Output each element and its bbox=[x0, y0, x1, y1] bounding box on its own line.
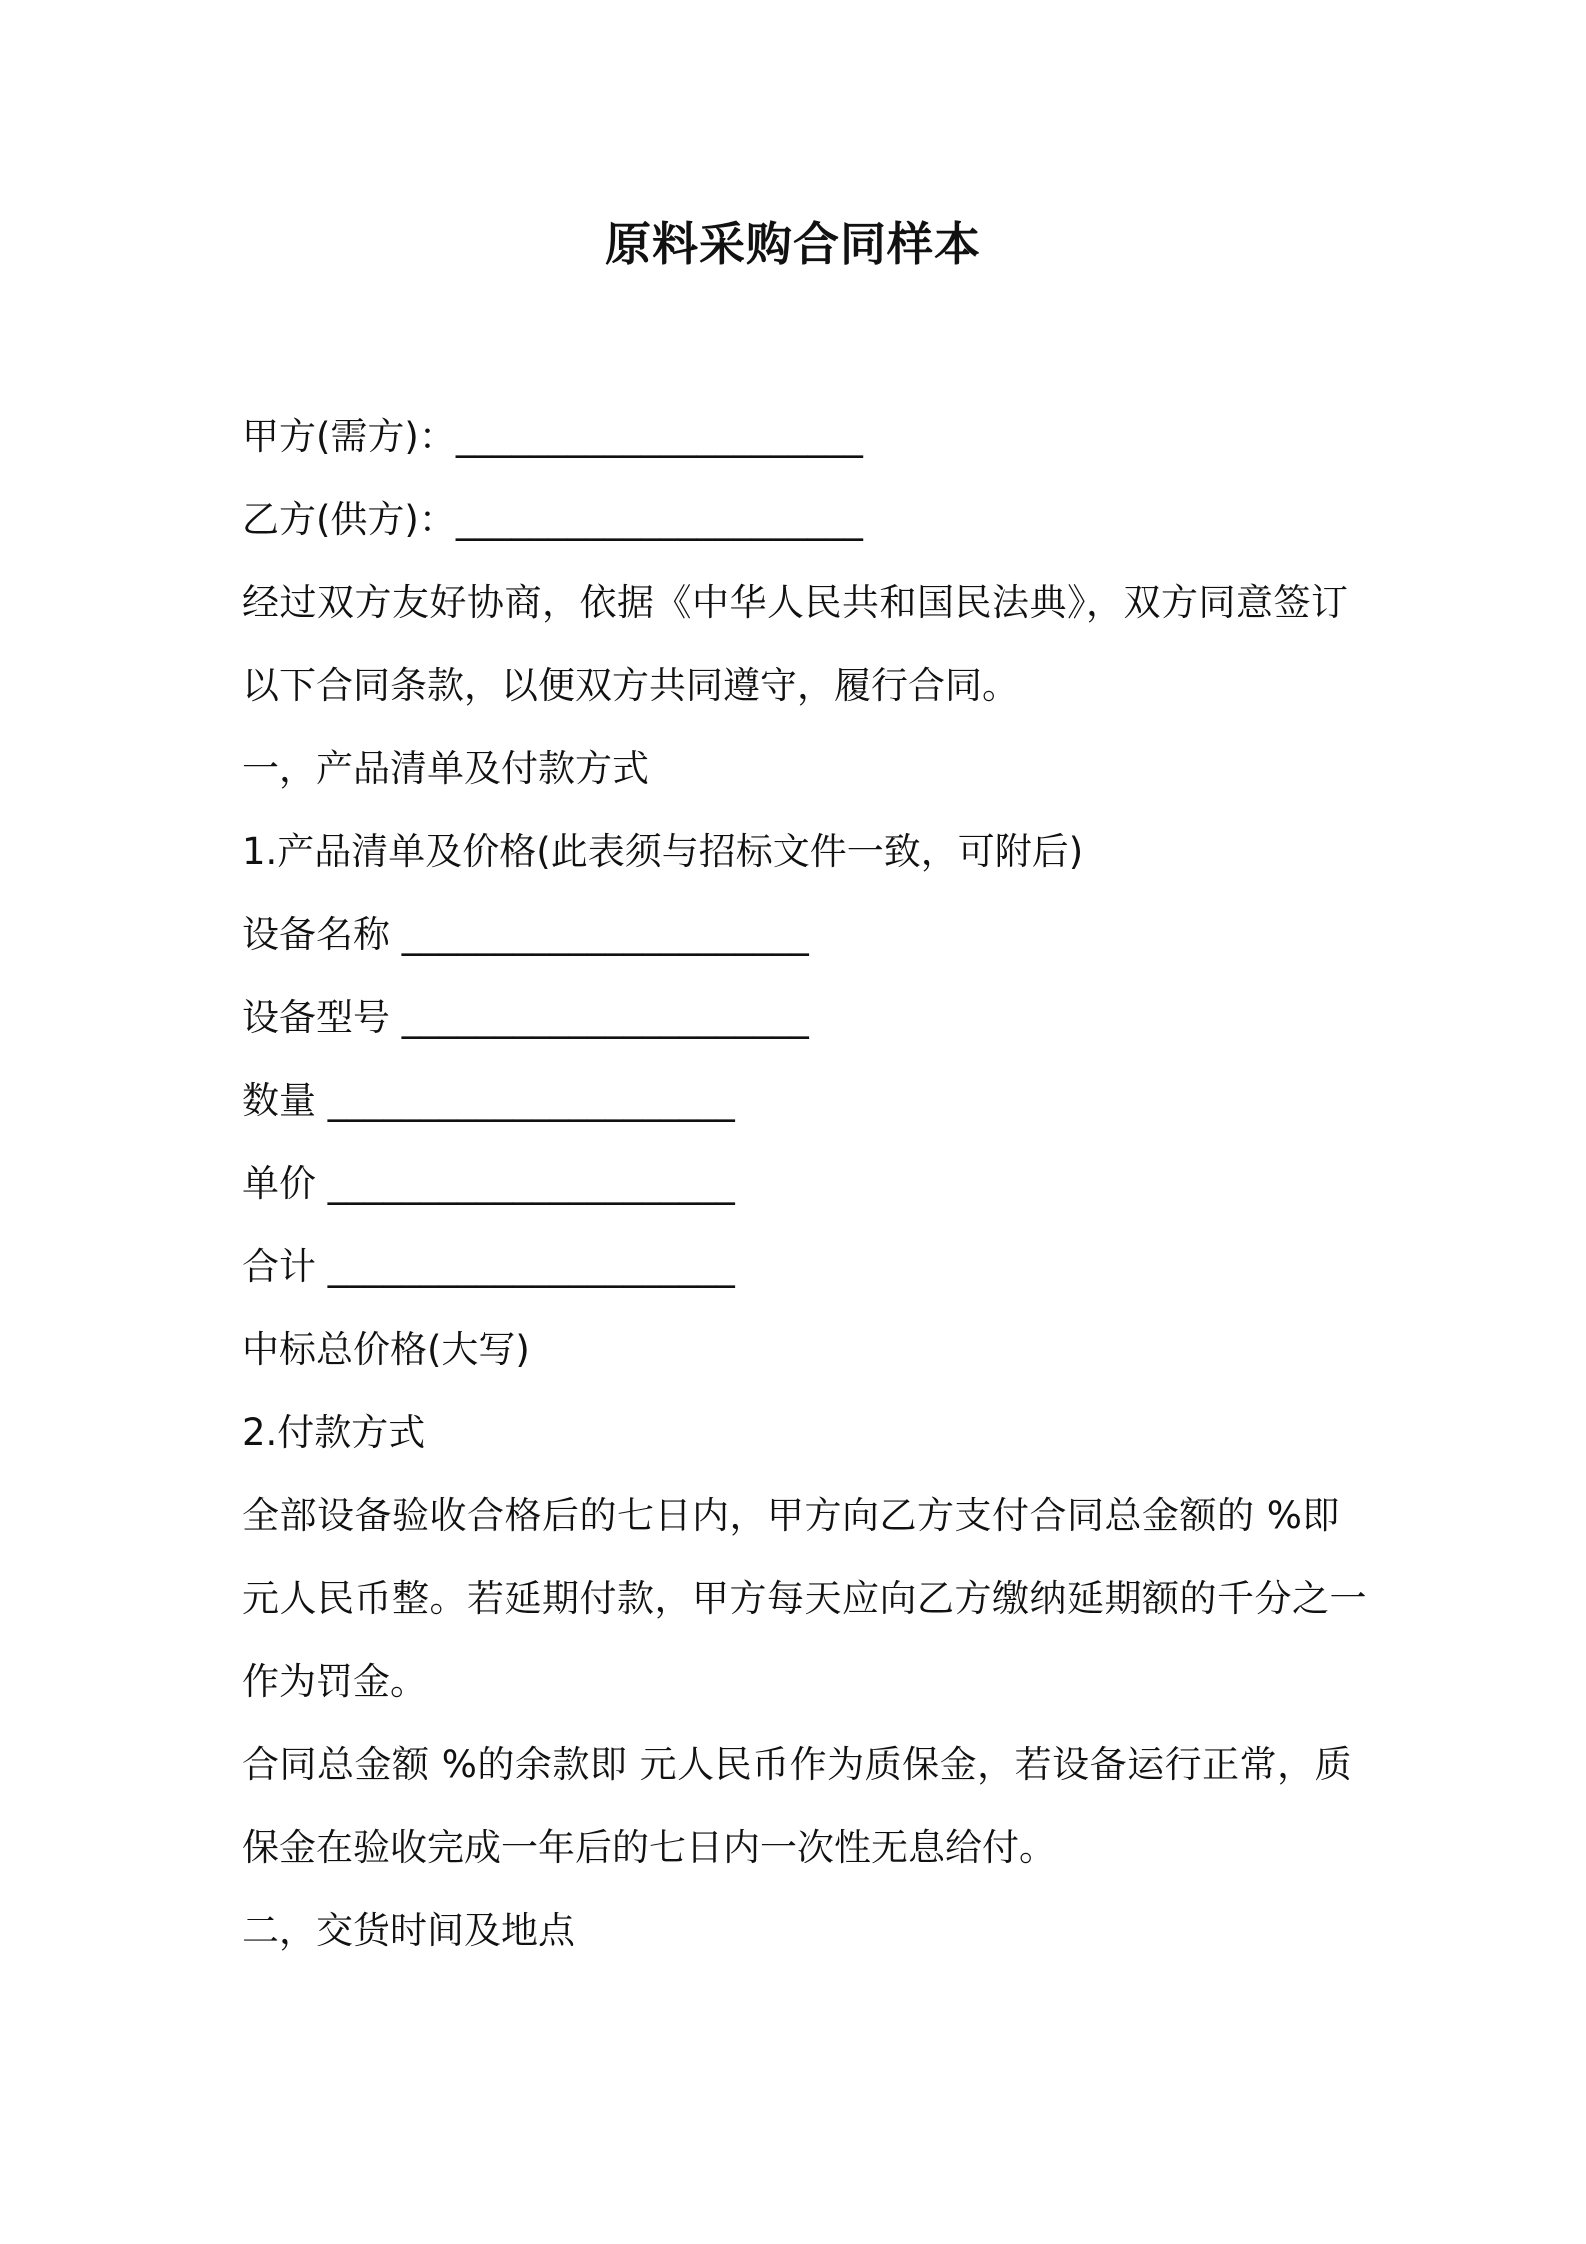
document-title: 原料采购合同样本 bbox=[605, 217, 981, 271]
intro-paragraph-line-2: 以下合同条款，以便双方共同遵守，履行合同。 bbox=[242, 664, 1019, 707]
party-b-line: 乙方(供方)：______________________ bbox=[242, 498, 863, 541]
subsection-2-heading: 2.付款方式 bbox=[242, 1411, 426, 1454]
payment-paragraph-line-3: 作为罚金。 bbox=[242, 1660, 427, 1703]
payment-paragraph-line-2: 元人民币整。若延期付款，甲方每天应向乙方缴纳延期额的千分之一 bbox=[242, 1577, 1367, 1620]
intro-paragraph-line-1: 经过双方友好协商，依据《中华人民共和国民法典》，双方同意签订 bbox=[242, 581, 1349, 624]
total-price-uppercase-label: 中标总价格(大写) bbox=[242, 1328, 530, 1371]
section-2-heading: 二，交货时间及地点 bbox=[242, 1909, 575, 1952]
equipment-name-field: 设备名称 ______________________ bbox=[242, 913, 809, 956]
total-field: 合计 ______________________ bbox=[242, 1245, 735, 1288]
warranty-paragraph-line-1: 合同总金额 %的余款即 元人民币作为质保金，若设备运行正常，质 bbox=[242, 1743, 1353, 1786]
equipment-model-field: 设备型号 ______________________ bbox=[242, 996, 809, 1039]
payment-paragraph-line-1: 全部设备验收合格后的七日内，甲方向乙方支付合同总金额的 %即 bbox=[242, 1494, 1340, 1537]
section-1-heading: 一，产品清单及付款方式 bbox=[242, 747, 649, 790]
unit-price-field: 单价 ______________________ bbox=[242, 1162, 735, 1205]
warranty-paragraph-line-2: 保金在验收完成一年后的七日内一次性无息给付。 bbox=[242, 1826, 1056, 1869]
quantity-field: 数量 ______________________ bbox=[242, 1079, 735, 1122]
subsection-1-heading: 1.产品清单及价格(此表须与招标文件一致，可附后) bbox=[242, 830, 1084, 873]
party-a-line: 甲方(需方)：______________________ bbox=[242, 415, 863, 458]
